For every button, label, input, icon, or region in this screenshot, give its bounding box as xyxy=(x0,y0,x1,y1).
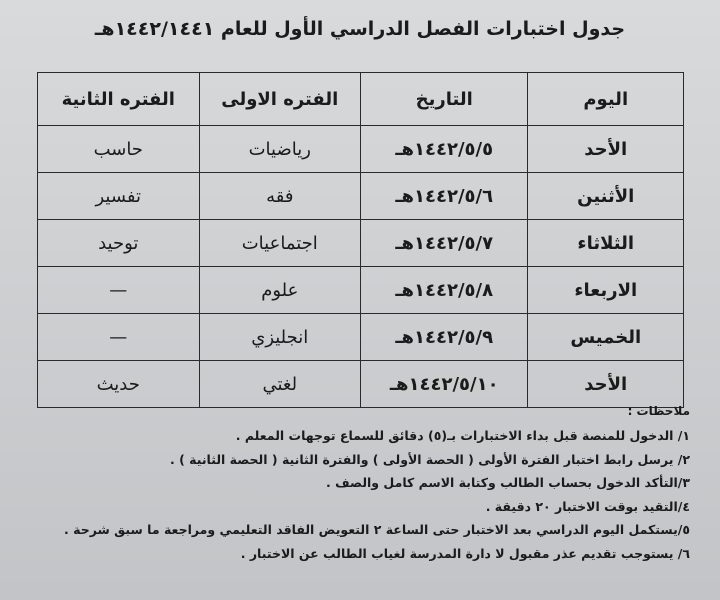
first-period-cell: رياضيات xyxy=(199,126,361,173)
day-cell: الأحد xyxy=(528,126,684,173)
note-item: ٣/التأكد الدخول بحساب الطالب وكتابة الاسم كامل والصف . xyxy=(326,475,690,490)
notes-section xyxy=(30,404,690,565)
note-item: ٤/التقيد بوقت الاختبار ٢٠ دقيقة . xyxy=(485,498,690,514)
date-cell: ١٤٤٢/٥/٦هـ xyxy=(361,173,528,220)
second-period-cell: حديث xyxy=(38,361,200,408)
day-cell: الثلاثاء xyxy=(528,220,684,267)
second-period-cell: تفسير xyxy=(38,173,200,220)
date-cell: ١٤٤٢/٥/٨هـ xyxy=(361,267,528,314)
second-period-cell: — xyxy=(38,267,200,314)
header-day: اليوم xyxy=(528,73,684,126)
table-row xyxy=(38,361,684,408)
page-title: جدول اختبارات الفصل الدراسي الأول للعام ١٤٤٢/١٤٤١هـ xyxy=(94,18,626,40)
second-period-cell: توحيد xyxy=(38,220,200,267)
second-period-cell: حاسب xyxy=(38,126,200,173)
second-period-cell: — xyxy=(38,314,200,361)
first-period-cell: اجتماعيات xyxy=(199,220,361,267)
note-item: ٥/يستكمل اليوم الدراسي بعد الاختبار حتى الساعة ٢ التعويض الفاقد التعليمي ومراجعة ما سبق شرحة . xyxy=(64,522,690,537)
table-header-row xyxy=(38,73,684,126)
date-cell: ١٤٤٢/٥/٥هـ xyxy=(361,126,528,173)
first-period-cell: فقه xyxy=(199,173,361,220)
first-period-cell: لغتي xyxy=(199,361,361,408)
note-item: ١/ الدخول للمنصة قبل بداء الاختبارات بـ(٥) دقائق للسماع توجهات المعلم . xyxy=(235,428,690,443)
day-cell: الاربعاء xyxy=(528,267,684,314)
day-cell: الأحد xyxy=(528,361,684,408)
table-row xyxy=(38,267,684,314)
note-item: ٦/ يستوجب تقديم عذر مقبول لا دارة المدرسة لغياب الطالب عن الاختبار . xyxy=(240,545,690,561)
notes-heading: ملاحظات : xyxy=(627,404,690,418)
date-cell: ١٤٤٢/٥/٧هـ xyxy=(361,220,528,267)
note-item: ٢/ يرسل رابط اختبار الفترة الأولى ( الحصة الأولى ) والفترة الثانية ( الحصة الثانية ) . xyxy=(169,451,690,467)
date-cell: ١٤٤٢/٥/١٠هـ xyxy=(361,361,528,408)
table-row xyxy=(38,314,684,361)
day-cell: الخميس xyxy=(528,314,684,361)
first-period-cell: انجليزي xyxy=(199,314,361,361)
table-row xyxy=(38,173,684,220)
exam-schedule-table xyxy=(37,72,684,408)
header-first-period: الفتره الاولى xyxy=(199,73,361,126)
date-cell: ١٤٤٢/٥/٩هـ xyxy=(361,314,528,361)
table-row xyxy=(38,220,684,267)
header-second-period: الفتره الثانية xyxy=(38,73,200,126)
day-cell: الأثنين xyxy=(528,173,684,220)
header-date: التاريخ xyxy=(361,73,528,126)
table-row xyxy=(38,126,684,173)
first-period-cell: علوم xyxy=(199,267,361,314)
